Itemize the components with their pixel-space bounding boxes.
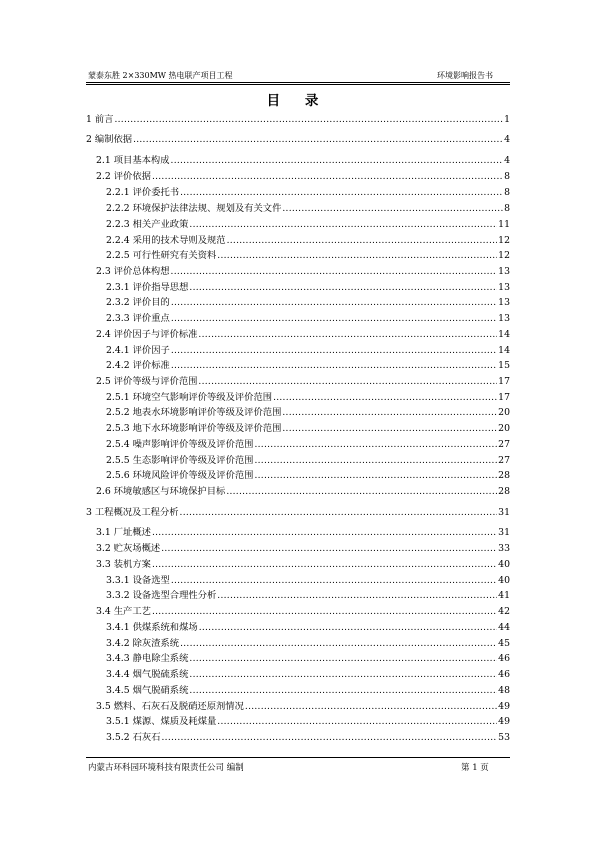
header-project-name: 蒙泰东胜 2×330MW 热电联产项目工程 (88, 71, 233, 80)
toc-leader-dots (152, 527, 497, 539)
toc-entry-page: 28 (498, 470, 510, 481)
toc-entry-page: 27 (498, 455, 510, 466)
toc-entry-label: 2.5.3 地下水环境影响评价等级及评价范围 (106, 423, 282, 434)
footer-rule (86, 757, 510, 758)
toc-leader-dots (189, 653, 497, 665)
footer-company: 内蒙古环科园环境科技有限责任公司 编制 (88, 763, 244, 773)
toc-entry-label: 3.3.1 设备选型 (106, 575, 170, 586)
toc-entry-page: 46 (498, 669, 510, 680)
toc-leader-dots (162, 732, 498, 744)
toc-entry-page: 13 (498, 297, 510, 308)
toc-entry[interactable] (106, 669, 510, 681)
toc-entry-label: 2.2.5 可行性研究有关资料 (106, 250, 217, 261)
page-title: 目 录 (266, 93, 329, 109)
toc-entry-label: 3 工程概况及工程分析 (86, 507, 179, 518)
toc-leader-dots (217, 250, 497, 262)
toc-entry[interactable] (96, 155, 510, 167)
toc-entry[interactable] (86, 114, 510, 126)
toc-entry-label: 3.4.4 烟气脱硫系统 (106, 669, 189, 680)
toc-entry-page: 40 (498, 575, 510, 586)
toc-entry-label: 2.2.3 相关产业政策 (106, 219, 189, 230)
toc-entry[interactable] (96, 606, 510, 618)
toc-leader-dots (226, 486, 497, 498)
toc-leader-dots (282, 407, 497, 419)
toc-entry-page: 8 (504, 203, 510, 214)
toc-entry-label: 2.3.2 评价目的 (106, 297, 170, 308)
toc-entry[interactable] (106, 575, 510, 587)
toc-entry-page: 31 (498, 507, 510, 518)
toc-leader-dots (217, 716, 497, 728)
toc-entry[interactable] (106, 732, 510, 744)
header-report-type: 环境影响报告书 (437, 71, 493, 80)
toc-entry-label: 3.4.3 静电除尘系统 (106, 653, 189, 664)
toc-leader-dots (273, 392, 497, 404)
toc-entry-page: 20 (498, 407, 510, 418)
toc-leader-dots (227, 235, 498, 247)
toc-entry-label: 1 前言 (86, 114, 114, 125)
toc-entry[interactable] (96, 559, 510, 571)
toc-entry-label: 2.2.1 评价委托书 (106, 187, 180, 198)
toc-entry-page: 49 (498, 716, 510, 727)
toc-entry-page: 53 (498, 732, 510, 743)
toc-entry[interactable] (106, 345, 510, 357)
toc-leader-dots (254, 470, 497, 482)
toc-entry-page: 49 (498, 701, 510, 712)
toc-entry-page: 28 (498, 486, 510, 497)
toc-leader-dots (189, 282, 497, 294)
toc-entry[interactable] (106, 716, 510, 728)
toc-entry-page: 31 (498, 527, 510, 538)
toc-leader-dots (171, 297, 497, 309)
toc-leader-dots (180, 638, 497, 650)
toc-entry-page: 45 (498, 638, 510, 649)
toc-entry-label: 3.3 装机方案 (96, 559, 151, 570)
toc-entry-label: 2.5 评价等级与评价范围 (96, 376, 198, 387)
toc-leader-dots (114, 114, 503, 126)
toc-entry[interactable] (106, 282, 510, 294)
toc-entry-page: 8 (504, 187, 510, 198)
toc-entry-label: 3.5.1 煤源、煤质及耗煤量 (106, 716, 217, 727)
toc-entry-page: 13 (498, 282, 510, 293)
toc-entry-page: 11 (498, 219, 510, 230)
toc-leader-dots (171, 360, 497, 372)
toc-entry-page: 42 (498, 606, 510, 617)
toc-entry-page: 33 (498, 543, 510, 554)
toc-entry[interactable] (96, 543, 510, 555)
toc-entry-label: 2.3 评价总体构想 (96, 266, 170, 277)
toc-entry-page: 1 (504, 114, 510, 125)
toc-leader-dots (171, 155, 504, 167)
toc-entry-label: 2.5.5 生态影响评价等级及评价范围 (106, 455, 254, 466)
toc-leader-dots (171, 345, 497, 357)
toc-entry[interactable] (96, 486, 510, 498)
toc-leader-dots (198, 329, 497, 341)
toc-entry-label: 3.4 生产工艺 (96, 606, 151, 617)
toc-leader-dots (189, 669, 497, 681)
toc-entry-label: 3.5.2 石灰石 (106, 732, 161, 743)
toc-entry-label: 2.3.3 评价重点 (106, 313, 170, 324)
toc-entry-page: 17 (498, 376, 510, 387)
toc-entry-page: 17 (498, 392, 510, 403)
toc-entry[interactable] (96, 329, 510, 341)
toc-leader-dots (152, 559, 497, 571)
toc-leader-dots (171, 266, 498, 278)
toc-leader-dots (245, 701, 497, 713)
toc-entry[interactable] (106, 187, 510, 199)
toc-entry-label: 3.2 贮灰场概述 (96, 543, 161, 554)
toc-entry-label: 2.5.1 环境空气影响评价等级及评价范围 (106, 392, 273, 403)
toc-entry-label: 2.4.1 评价因子 (106, 345, 170, 356)
toc-entry-label: 3.3.2 设备选型合理性分析 (106, 590, 217, 601)
toc-entry-label: 2.1 项目基本构成 (96, 155, 170, 166)
toc-leader-dots (152, 171, 503, 183)
toc-entry-page: 41 (498, 590, 510, 601)
toc-entry-page: 12 (498, 250, 510, 261)
toc-entry-label: 2.5.6 环境风险评价等级及评价范围 (106, 470, 254, 481)
toc-entry[interactable] (96, 527, 510, 539)
toc-entry-label: 3.4.1 供煤系统和煤场 (106, 622, 198, 633)
toc-entry[interactable] (106, 360, 510, 372)
toc-entry-label: 2.2 评价依据 (96, 171, 151, 182)
toc-entry[interactable] (106, 392, 510, 404)
toc-entry[interactable] (106, 439, 510, 451)
toc-leader-dots (161, 543, 497, 555)
toc-leader-dots (180, 507, 498, 519)
toc-entry-label: 2.5.2 地表水环境影响评价等级及评价范围 (106, 407, 282, 418)
footer-page-number: 第 1 页 (461, 763, 489, 773)
toc-leader-dots (254, 439, 497, 451)
toc-entry[interactable] (86, 134, 510, 146)
toc-entry-label: 3.4.5 烟气脱硝系统 (106, 685, 189, 696)
toc-entry[interactable] (96, 701, 510, 713)
toc-leader-dots (171, 575, 497, 587)
toc-entry[interactable] (106, 590, 510, 602)
toc-entry-page: 15 (498, 360, 510, 371)
toc-entry-page: 20 (498, 423, 510, 434)
toc-leader-dots (217, 590, 497, 602)
toc-entry-page: 12 (498, 235, 510, 246)
toc-entry[interactable] (106, 470, 510, 482)
toc-entry-label: 2.2.4 采用的技术导则及规范 (106, 235, 226, 246)
toc-entry[interactable] (106, 423, 510, 435)
toc-entry-label: 2.5.4 噪声影响评价等级及评价范围 (106, 439, 254, 450)
toc-entry-label: 2.6 环境敏感区与环境保护目标 (96, 486, 226, 497)
toc-entry[interactable] (106, 622, 510, 634)
toc-leader-dots (199, 622, 497, 634)
toc-leader-dots (180, 187, 503, 199)
toc-leader-dots (152, 606, 497, 618)
toc-entry-label: 3.5 燃料、石灰石及脱硝还原剂情况 (96, 701, 244, 712)
toc-entry-label: 2.2.2 环境保护法律法规、规划及有关文件 (106, 203, 282, 214)
toc-entry-page: 13 (498, 266, 510, 277)
toc-entry[interactable] (86, 507, 510, 519)
toc-entry-label: 3.1 厂址概述 (96, 527, 151, 538)
toc-entry[interactable] (106, 455, 510, 467)
toc-leader-dots (282, 203, 503, 215)
toc-entry-page: 4 (504, 155, 510, 166)
toc-entry[interactable] (96, 171, 510, 183)
toc-entry[interactable] (106, 297, 510, 309)
toc-leader-dots (171, 313, 497, 325)
toc-entry-label: 2.3.1 评价指导思想 (106, 282, 189, 293)
toc-entry[interactable] (106, 685, 510, 697)
toc-entry[interactable] (106, 638, 510, 650)
toc-entry-page: 40 (498, 559, 510, 570)
toc-entry[interactable] (96, 266, 510, 278)
toc-entry[interactable] (106, 235, 510, 247)
toc-leader-dots (189, 219, 497, 231)
toc-entry-page: 8 (504, 171, 510, 182)
toc-entry[interactable] (106, 407, 510, 419)
toc-leader-dots (189, 685, 497, 697)
toc-entry-page: 4 (504, 134, 510, 145)
toc-entry[interactable] (106, 653, 510, 665)
toc-leader-dots (254, 455, 497, 467)
toc-entry-page: 48 (498, 685, 510, 696)
toc-entry-page: 13 (498, 313, 510, 324)
toc-entry[interactable] (106, 203, 510, 215)
toc-entry-label: 3.4.2 除灰渣系统 (106, 638, 180, 649)
toc-leader-dots (282, 423, 497, 435)
toc-entry-page: 14 (498, 345, 510, 356)
toc-entry-label: 2.4 评价因子与评价标准 (96, 329, 198, 340)
toc-entry[interactable] (96, 376, 510, 388)
toc-leader-dots (198, 376, 497, 388)
toc-entry-page: 27 (498, 439, 510, 450)
toc-entry[interactable] (106, 219, 510, 231)
toc-entry[interactable] (106, 313, 510, 325)
toc-leader-dots (133, 134, 503, 146)
toc-entry-label: 2 编制依据 (86, 134, 133, 145)
toc-entry-page: 46 (498, 653, 510, 664)
toc-entry-label: 2.4.2 评价标准 (106, 360, 170, 371)
toc-entry-page: 14 (498, 329, 510, 340)
toc-entry[interactable] (106, 250, 510, 262)
toc-entry-page: 44 (498, 622, 510, 633)
